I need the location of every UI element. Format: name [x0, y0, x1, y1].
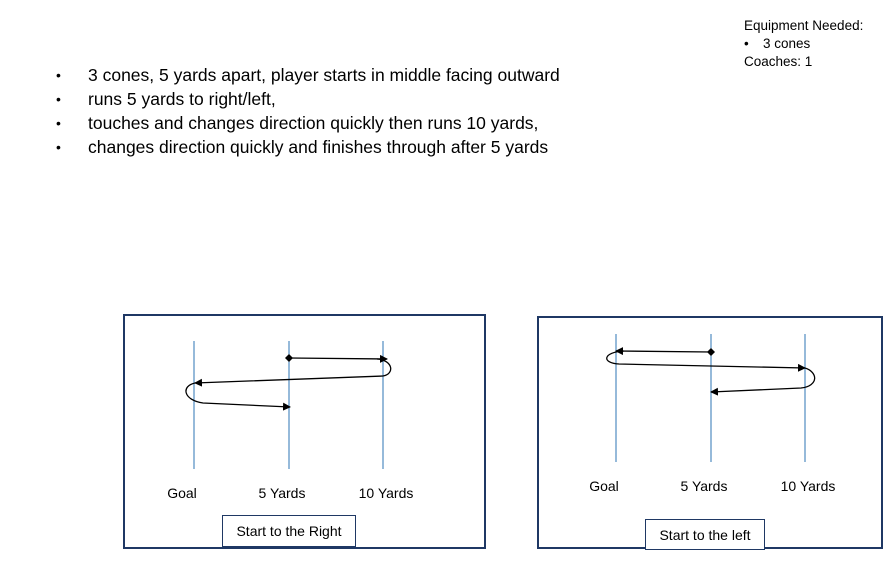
- bullet-icon: •: [56, 91, 61, 107]
- instruction-text: changes direction quickly and finishes through after 5 yards: [88, 137, 549, 157]
- run-path-leg-3: [186, 383, 290, 407]
- bullet-icon: •: [56, 139, 61, 155]
- caption-start-right: Start to the Right: [222, 515, 356, 547]
- caption-start-left: Start to the left: [645, 519, 765, 550]
- run-path-leg-2: [195, 359, 391, 383]
- instruction-item: [56, 135, 560, 159]
- run-path-leg-1: [289, 358, 387, 359]
- label-5-yards: 5 Yards: [258, 485, 306, 501]
- drill-path-diagram: [125, 316, 484, 547]
- label-10-yards: 10 Yards: [780, 478, 836, 494]
- instruction-text: 3 cones, 5 yards apart, player starts in middle facing outward: [88, 65, 560, 85]
- run-path-leg-2: [607, 351, 805, 368]
- equipment-item-text: 3 cones: [763, 36, 811, 51]
- instruction-text: touches and changes direction quickly then runs 10 yards,: [88, 113, 539, 133]
- instruction-item: [56, 63, 560, 87]
- label-goal: Goal: [589, 478, 619, 494]
- instruction-item: [56, 87, 560, 111]
- drill-path-diagram: [539, 318, 881, 547]
- coaches-count: Coaches: 1: [744, 54, 813, 69]
- bullet-icon: •: [56, 115, 61, 131]
- diagram-start-right: [123, 314, 486, 549]
- diagram-start-left: [537, 316, 883, 549]
- run-path-leg-1: [616, 351, 711, 352]
- instruction-item: [56, 111, 560, 135]
- instruction-text: runs 5 yards to right/left,: [88, 89, 276, 109]
- equipment-info: [744, 17, 863, 71]
- bullet-icon: •: [56, 67, 61, 83]
- label-5-yards: 5 Yards: [680, 478, 728, 494]
- label-goal: Goal: [167, 485, 197, 501]
- equipment-item: [744, 35, 863, 53]
- run-path-leg-3: [711, 368, 815, 392]
- bullet-icon: •: [744, 36, 749, 51]
- equipment-heading: Equipment Needed:: [744, 18, 864, 33]
- instruction-list: [56, 63, 560, 159]
- label-10-yards: 10 Yards: [358, 485, 414, 501]
